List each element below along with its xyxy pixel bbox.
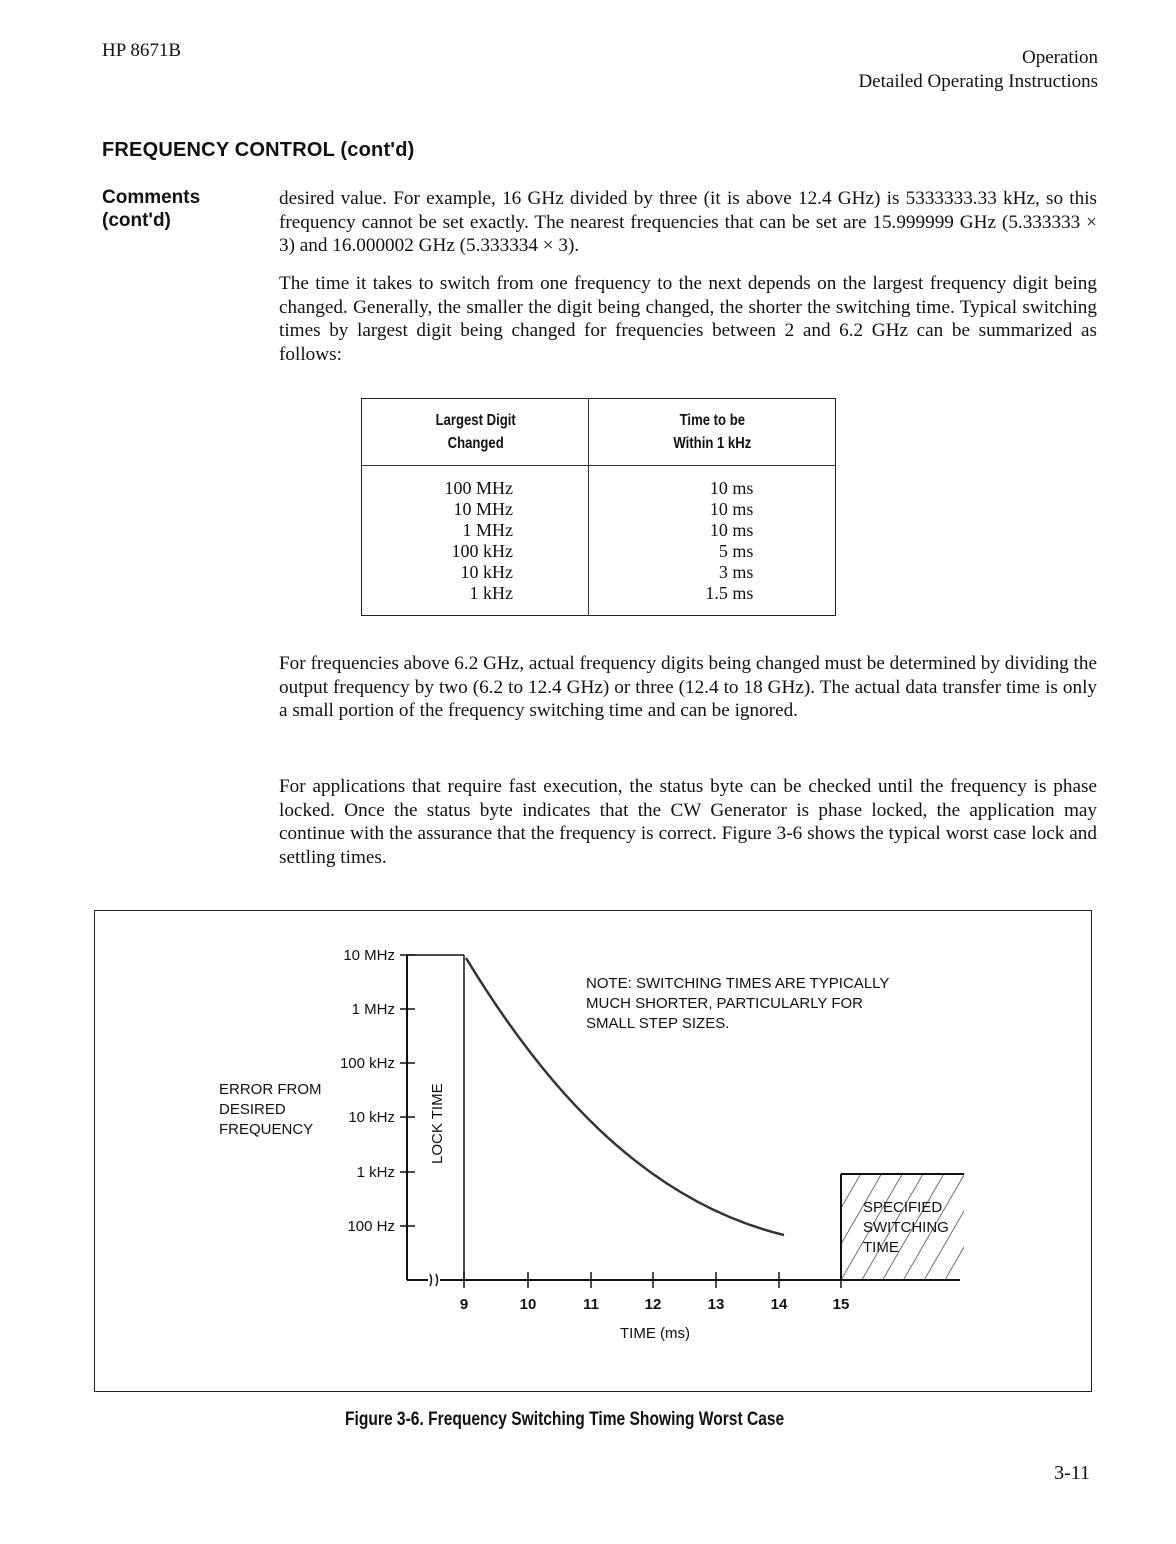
side-label-line2: (cont'd) bbox=[102, 210, 171, 231]
svg-text:9: 9 bbox=[459, 1296, 469, 1313]
time-cell: 1.5 ms bbox=[705, 583, 754, 603]
svg-text:NOTE: SWITCHING TIMES ARE TYPI: NOTE: SWITCHING TIMES ARE TYPICALLY bbox=[586, 975, 890, 992]
svg-text:12: 12 bbox=[644, 1296, 662, 1313]
svg-text:14: 14 bbox=[770, 1296, 788, 1313]
paragraph-fast-execution: For applications that require fast execution, the status byte can be checked until the frequency is phase locked. Once the status byte indicates that the CW Generator is phase locked, the application may continue with the assurance that the frequency is correct. Figure 3-6 shows the typical worst case lock and settling times. bbox=[279, 776, 1097, 868]
manual-model: HP 8671B bbox=[102, 40, 182, 61]
figure-caption: Figure 3-6. Frequency Switching Time Showing Worst Case bbox=[345, 1409, 785, 1430]
svg-text:10: 10 bbox=[519, 1296, 537, 1313]
digit-cell: 1 MHz bbox=[462, 520, 513, 540]
table-header-row bbox=[362, 399, 836, 466]
axis-break-icon bbox=[430, 1274, 438, 1286]
digit-cell: 100 MHz bbox=[444, 478, 513, 498]
paragraph-example: desired value. For example, 16 GHz divided by three (it is above 12.4 GHz) is 5333333.33 kHz, so this frequency cannot be set exactly. The nearest frequencies that can be set are 15.999999 GHz (5.333333 × 3) and 16.000002 GHz (5.333334 × 3). bbox=[279, 188, 1097, 256]
time-column bbox=[589, 466, 836, 616]
time-cell: 10 ms bbox=[709, 520, 754, 540]
svg-text:13: 13 bbox=[707, 1296, 725, 1313]
lock-time-label: LOCK TIME bbox=[429, 1083, 446, 1164]
svg-text:1 kHz: 1 kHz bbox=[356, 1164, 395, 1181]
time-cell: 10 ms bbox=[709, 478, 754, 498]
paragraph-switch-time: The time it takes to switch from one frequency to the next depends on the largest frequency digit being changed. Generally, the smaller the digit being changed, the shorter the switching time. Typical switching times by largest digit being changed for frequencies between 2 and 6.2 GHz can be summarized as follows: bbox=[279, 273, 1097, 365]
time-cell: 3 ms bbox=[718, 562, 754, 582]
header-largest-digit: Largest Digit Changed bbox=[382, 399, 568, 466]
x-axis-ticks bbox=[460, 1272, 850, 1313]
side-label-line1: Comments bbox=[102, 187, 201, 208]
time-cell: 5 ms bbox=[718, 541, 754, 561]
svg-text:10 MHz: 10 MHz bbox=[343, 947, 395, 964]
svg-text:11: 11 bbox=[583, 1296, 599, 1313]
section-title: FREQUENCY CONTROL (cont'd) bbox=[102, 139, 415, 161]
y-axis-ticks bbox=[340, 947, 415, 1235]
digit-cell: 1 kHz bbox=[469, 583, 513, 603]
digit-column bbox=[362, 466, 589, 616]
svg-text:SPECIFIED: SPECIFIED bbox=[863, 1199, 943, 1216]
svg-text:MUCH SHORTER, PARTICULARLY FOR: MUCH SHORTER, PARTICULARLY FOR bbox=[586, 995, 863, 1012]
switching-time-table bbox=[361, 398, 836, 616]
y-axis-label bbox=[219, 1081, 322, 1138]
svg-text:1 MHz: 1 MHz bbox=[351, 1001, 395, 1018]
svg-text:ERROR FROM: ERROR FROM bbox=[219, 1081, 322, 1098]
specified-switching-box bbox=[841, 1174, 964, 1280]
svg-text:10 kHz: 10 kHz bbox=[348, 1109, 395, 1126]
header-section: Operation bbox=[1022, 47, 1098, 68]
svg-text:100 kHz: 100 kHz bbox=[339, 1055, 395, 1072]
digit-cell: 10 kHz bbox=[460, 562, 513, 582]
page-number: 3-11 bbox=[1054, 1462, 1090, 1484]
svg-text:TIME: TIME bbox=[863, 1239, 899, 1256]
header-subsection: Detailed Operating Instructions bbox=[858, 71, 1098, 92]
x-axis-label: TIME (ms) bbox=[620, 1325, 690, 1342]
svg-text:15: 15 bbox=[832, 1296, 850, 1313]
svg-text:DESIRED: DESIRED bbox=[219, 1101, 286, 1118]
digit-cell: 10 MHz bbox=[453, 499, 513, 519]
time-cell: 10 ms bbox=[709, 499, 754, 519]
side-label bbox=[102, 186, 200, 232]
digit-cell: 100 kHz bbox=[451, 541, 513, 561]
switching-time-figure bbox=[94, 910, 1092, 1392]
svg-text:FREQUENCY: FREQUENCY bbox=[219, 1121, 314, 1138]
svg-text:SMALL STEP SIZES.: SMALL STEP SIZES. bbox=[586, 1015, 730, 1032]
table-body-row bbox=[362, 466, 836, 616]
paragraph-above-6ghz: For frequencies above 6.2 GHz, actual frequency digits being changed must be determined by dividing the output frequency by two (6.2 to 12.4 GHz) or three (12.4 to 18 GHz). The actual data transfer time is only a small portion of the frequency switching time and can be ignored. bbox=[279, 653, 1097, 721]
svg-text:SWITCHING: SWITCHING bbox=[863, 1219, 949, 1236]
running-header bbox=[858, 46, 1098, 94]
header-time-within: Time to be Within 1 kHz bbox=[611, 399, 813, 466]
svg-text:100 Hz: 100 Hz bbox=[347, 1218, 395, 1235]
figure-note bbox=[586, 975, 889, 1032]
